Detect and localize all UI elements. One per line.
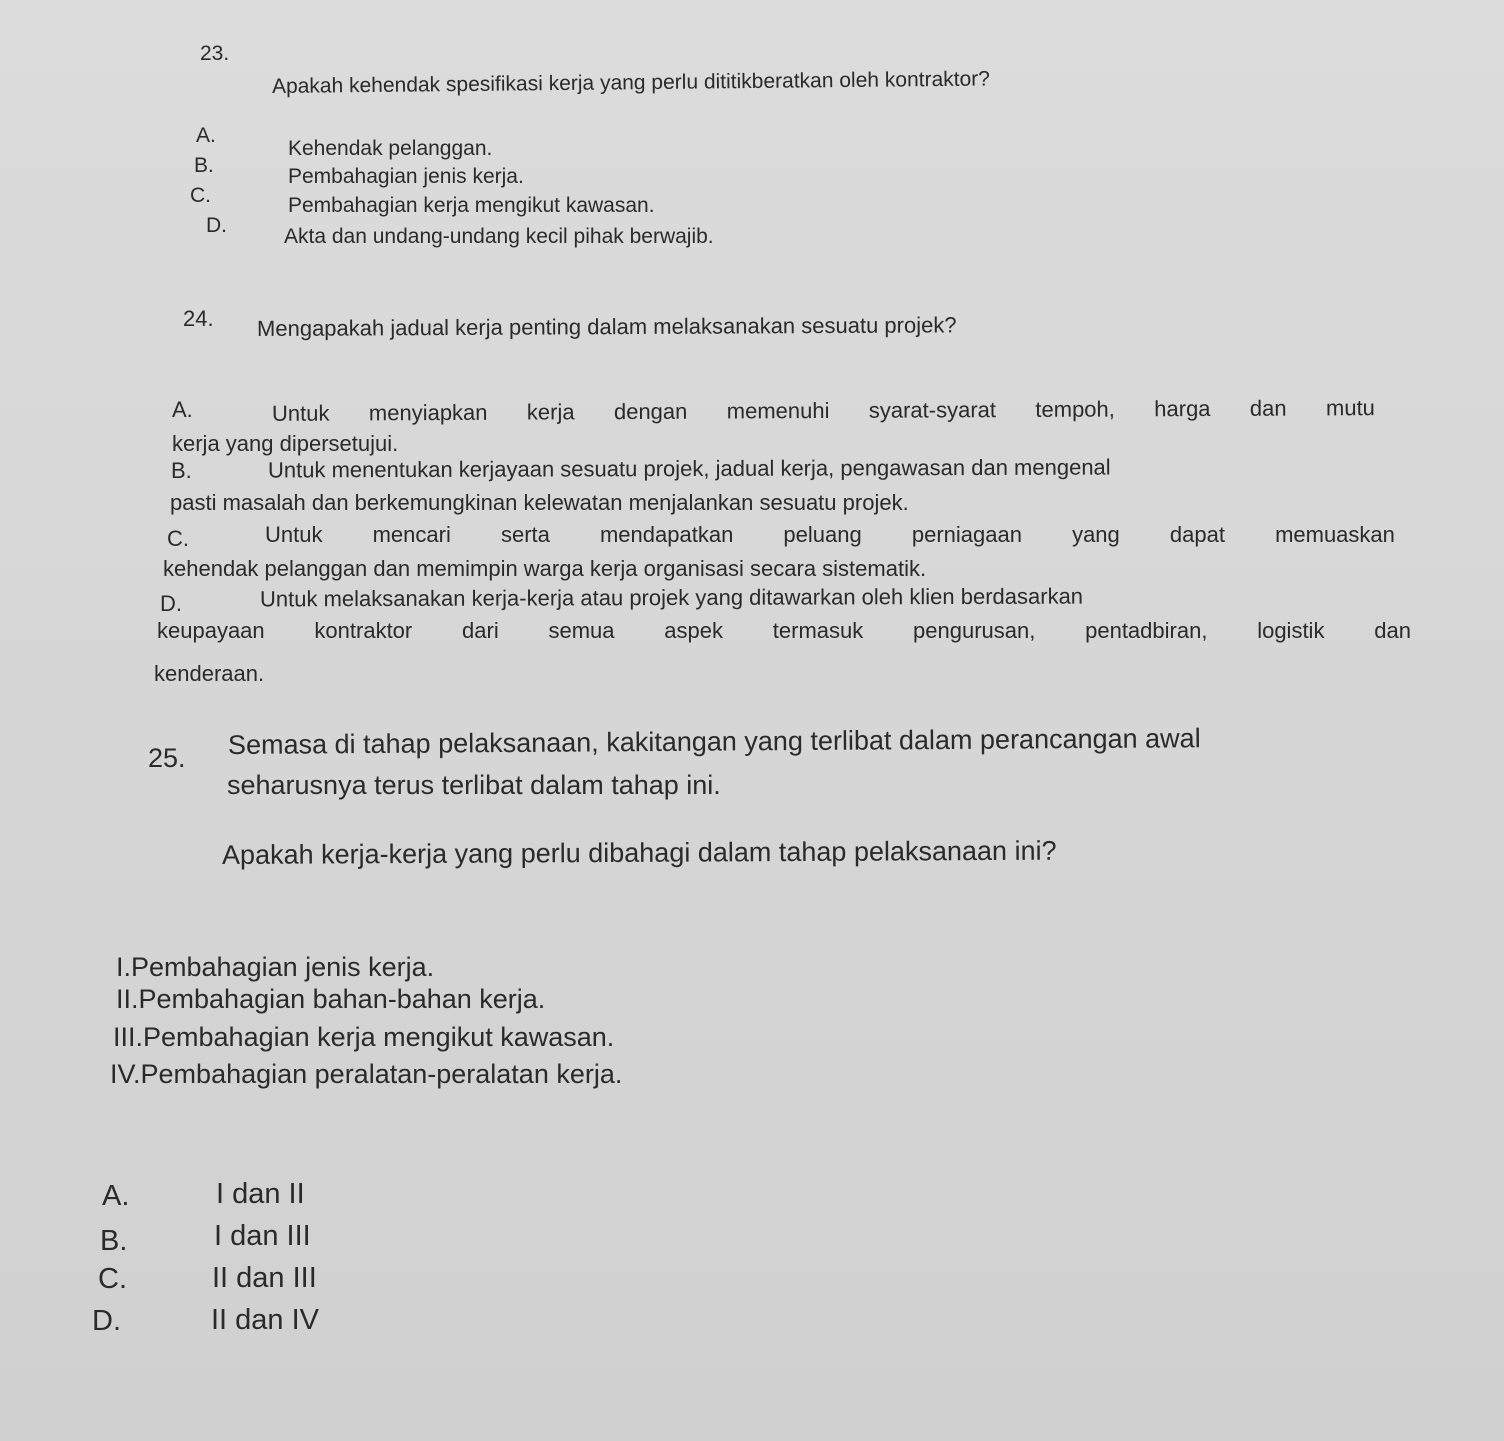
question-stem-line: Semasa di tahap pelaksanaan, kakitangan yang terlibat dalam perancangan awal [227,723,1201,760]
option-text-line: Untuk menentukan kerjayaan sesuatu projek, jadual kerja, pengawasan dan mengenal [267,454,1111,483]
option-letter: A. [172,397,193,422]
option-letter: D. [206,214,227,237]
option-text: Kehendak pelanggan. [288,137,493,160]
option-text: I dan III [214,1220,311,1252]
option-text-line: Untuk mencari serta mendapatkan peluang perniagaan yang dapat memuaskan [265,522,1395,547]
statement-item: I.Pembahagian jenis kerja. [116,952,435,982]
option-letter: A. [196,124,216,147]
option-text: Pembahagian kerja mengikut kawasan. [288,194,655,217]
option-text: II dan III [212,1262,317,1294]
question-text: Mengapakah jadual kerja penting dalam melaksanakan sesuatu projek? [256,312,957,341]
option-letter: D. [92,1305,121,1337]
option-text: I dan II [216,1178,305,1210]
option-text: Akta dan undang-undang kecil pihak berwajib. [284,225,714,248]
question-number: 24. [183,306,214,331]
option-letter: A. [102,1180,130,1212]
option-letter: C. [98,1263,127,1295]
option-text-line: kehendak pelanggan dan memimpin warga kerja organisasi secara sistematik. [163,556,927,581]
option-letter: B. [194,154,214,177]
statement-item: II.Pembahagian bahan-bahan kerja. [116,984,546,1014]
option-letter: C. [190,184,211,207]
option-text-line: pasti masalah dan berkemungkinan kelewatan menjalankan sesuatu projek. [170,490,909,515]
option-letter: D. [160,591,182,616]
question-number: 23. [200,42,230,65]
statement-item: IV.Pembahagian peralatan-peralatan kerja. [110,1059,623,1089]
option-text-line: Untuk melaksanakan kerja-kerja atau projek yang ditawarkan oleh klien berdasarkan [259,583,1084,612]
option-letter: C. [167,526,189,551]
question-number: 25. [148,743,186,773]
option-letter: B. [100,1225,128,1257]
option-text-line: kenderaan. [154,661,265,686]
statement-item: III.Pembahagian kerja mengikut kawasan. [113,1022,615,1052]
option-letter: B. [171,458,192,483]
question-text: Apakah kerja-kerja yang perlu dibahagi dalam tahap pelaksanaan ini? [221,835,1057,870]
option-text-line: kerja yang dipersetujui. [172,431,399,456]
question-stem-line: seharusnya terus terlibat dalam tahap ini. [227,770,721,800]
option-text-line: Untuk menyiapkan kerja dengan memenuhi syarat-syarat tempoh, harga dan mutu [271,395,1375,426]
question-text: Apakah kehendak spesifikasi kerja yang perlu dititikberatkan oleh kontraktor? [271,67,990,98]
option-text: Pembahagian jenis kerja. [288,165,524,188]
option-text: II dan IV [211,1304,320,1336]
option-text-line: keupayaan kontraktor dari semua aspek termasuk pengurusan, pentadbiran, logistik dan [157,618,1411,643]
